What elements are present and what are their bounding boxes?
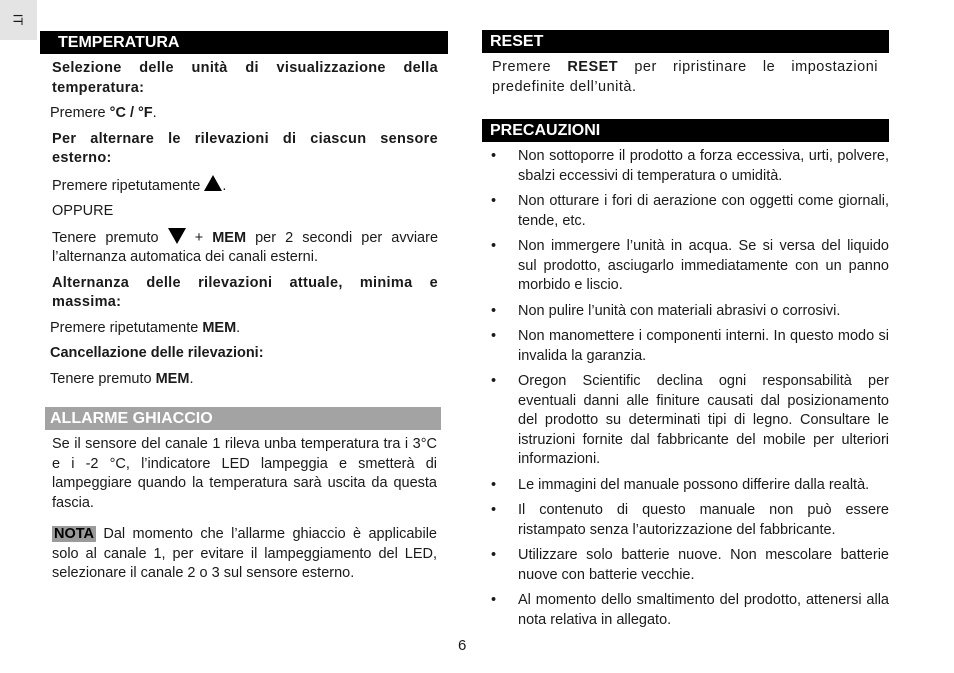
down-arrow-icon: [168, 228, 186, 244]
allarme-ghiaccio-heading: ALLARME GHIACCIO: [45, 407, 441, 430]
min-max-text: [40, 319, 448, 339]
right-column: [482, 30, 889, 636]
bullet: •: [491, 502, 497, 518]
unit-selection-heading: Selezione delle unità di visualizzazione della temperatura:: [52, 60, 438, 96]
language-tab-label: IT: [10, 13, 26, 26]
bullet: •: [491, 547, 497, 563]
list-item: [482, 327, 889, 366]
list-item-text: Oregon Scientific declina ogni responsabilità per eventuali danni alle finiture causati dal posizionamento del prodotto su determinati tipi di legno. Consultare le istruzioni fornite dal fabbricante del mobile per ulteriori informazioni.: [518, 373, 889, 467]
text-run: .: [236, 319, 241, 336]
button-name-mem: MEM: [212, 229, 247, 246]
list-item-text: Non pulire l’unità con materiali abrasivi o corrosivi.: [518, 302, 841, 319]
temperatura-heading: TEMPERATURA: [40, 31, 448, 54]
nota-text: [40, 525, 448, 584]
list-item-text: Non otturare i fori di aerazione con oggetti come giornali, tende, etc.: [518, 193, 889, 229]
up-arrow-icon: [204, 175, 222, 191]
list-item: [482, 237, 889, 296]
precauzioni-heading: PRECAUZIONI: [482, 119, 889, 142]
text-run: +: [185, 229, 213, 246]
precautions-list: [482, 147, 889, 630]
text-run: per ripristinare le impostazioni predefinite dell’unità.: [492, 59, 878, 95]
bullet: •: [491, 238, 497, 254]
text-run: .: [189, 370, 194, 387]
text-run: Premere ripetutamente: [50, 319, 203, 336]
bullet: •: [491, 193, 497, 209]
text-run: .: [222, 177, 227, 194]
text-run: Tenere premuto: [50, 370, 156, 387]
button-name-mem: MEM: [155, 370, 190, 387]
alternate-sensor-text: [40, 175, 448, 197]
list-item-text: Non manomettere i componenti interni. In questo modo si invalida la garanzia.: [518, 328, 889, 364]
left-column: [40, 31, 448, 584]
button-name-c-f: °C / °F: [109, 105, 153, 121]
bullet: •: [491, 328, 497, 344]
list-item-text: Utilizzare solo batterie nuove. Non mescolare batterie nuove con batterie vecchie.: [518, 547, 889, 583]
list-item-text: Non immergere l’unità in acqua. Se si versa del liquido sul prodotto, asciugarlo immediatamente con un panno morbido e liscio.: [518, 238, 889, 293]
list-item: [482, 476, 889, 496]
text-run: Premere ripetutamente: [52, 177, 205, 194]
button-name-mem: MEM: [202, 319, 237, 336]
language-tab: [0, 0, 37, 40]
button-name-reset: RESET: [567, 59, 619, 75]
text-run: Dal momento che l’allarme ghiaccio è applicabile solo al canale 1, per evitare il lampeggiamento del LED, selezionare il canale 2 o 3 sul sensore esterno.: [52, 526, 437, 581]
list-item: [482, 147, 889, 186]
min-max-heading: Alternanza delle rilevazioni attuale, minima e massima:: [52, 274, 438, 310]
list-item: [482, 591, 889, 630]
list-item: [482, 501, 889, 540]
reset-heading: RESET: [482, 30, 889, 53]
allarme-ghiaccio-text: Se il sensore del canale 1 rileva unba temperatura tra i 3°C e i -2 °C, l’indicatore LED lampeggia e smetterà di lampeggiare quando la temperatura sarà uscita da questa fascia.: [52, 436, 437, 511]
list-item: [482, 372, 889, 470]
oppure-text: OPPURE: [52, 203, 114, 219]
list-item: [482, 302, 889, 322]
text-run: per 2 secondi per avviare l’alternanza automatica dei canali esterni.: [52, 229, 439, 265]
list-item-text: Le immagini del manuale possono differire dalla realtà.: [518, 476, 870, 493]
clear-records-text: [40, 370, 448, 390]
text-run: .: [152, 105, 157, 121]
page-number: 6: [458, 637, 467, 654]
text-run: Tenere premuto: [52, 229, 168, 246]
text-run: Premere: [492, 59, 568, 75]
list-item-text: Al momento dello smaltimento del prodotto, attenersi alla nota relativa in allegato.: [518, 592, 889, 628]
alternate-sensor-heading: Per alternare le rilevazioni di ciascun sensore esterno:: [52, 130, 438, 166]
list-item-text: Non sottoporre il prodotto a forza eccessiva, urti, polvere, sbalzi eccessivi di temperatura o umidità.: [518, 148, 889, 184]
unit-selection-text: [40, 104, 448, 124]
reset-text: [482, 58, 889, 97]
list-item: [482, 546, 889, 585]
bullet: •: [491, 148, 497, 164]
bullet: •: [491, 373, 497, 389]
text-run: Premere: [50, 105, 110, 121]
bullet: •: [491, 592, 497, 608]
nota-badge: NOTA: [54, 526, 95, 542]
auto-alternate-text: [40, 228, 448, 268]
list-item: [482, 192, 889, 231]
bullet: •: [491, 302, 497, 319]
clear-records-heading: Cancellazione delle rilevazioni:: [50, 345, 264, 361]
bullet: •: [491, 476, 497, 493]
list-item-text: Il contenuto di questo manuale non può essere ristampato senza l’autorizzazione del fabbricante.: [518, 502, 889, 538]
